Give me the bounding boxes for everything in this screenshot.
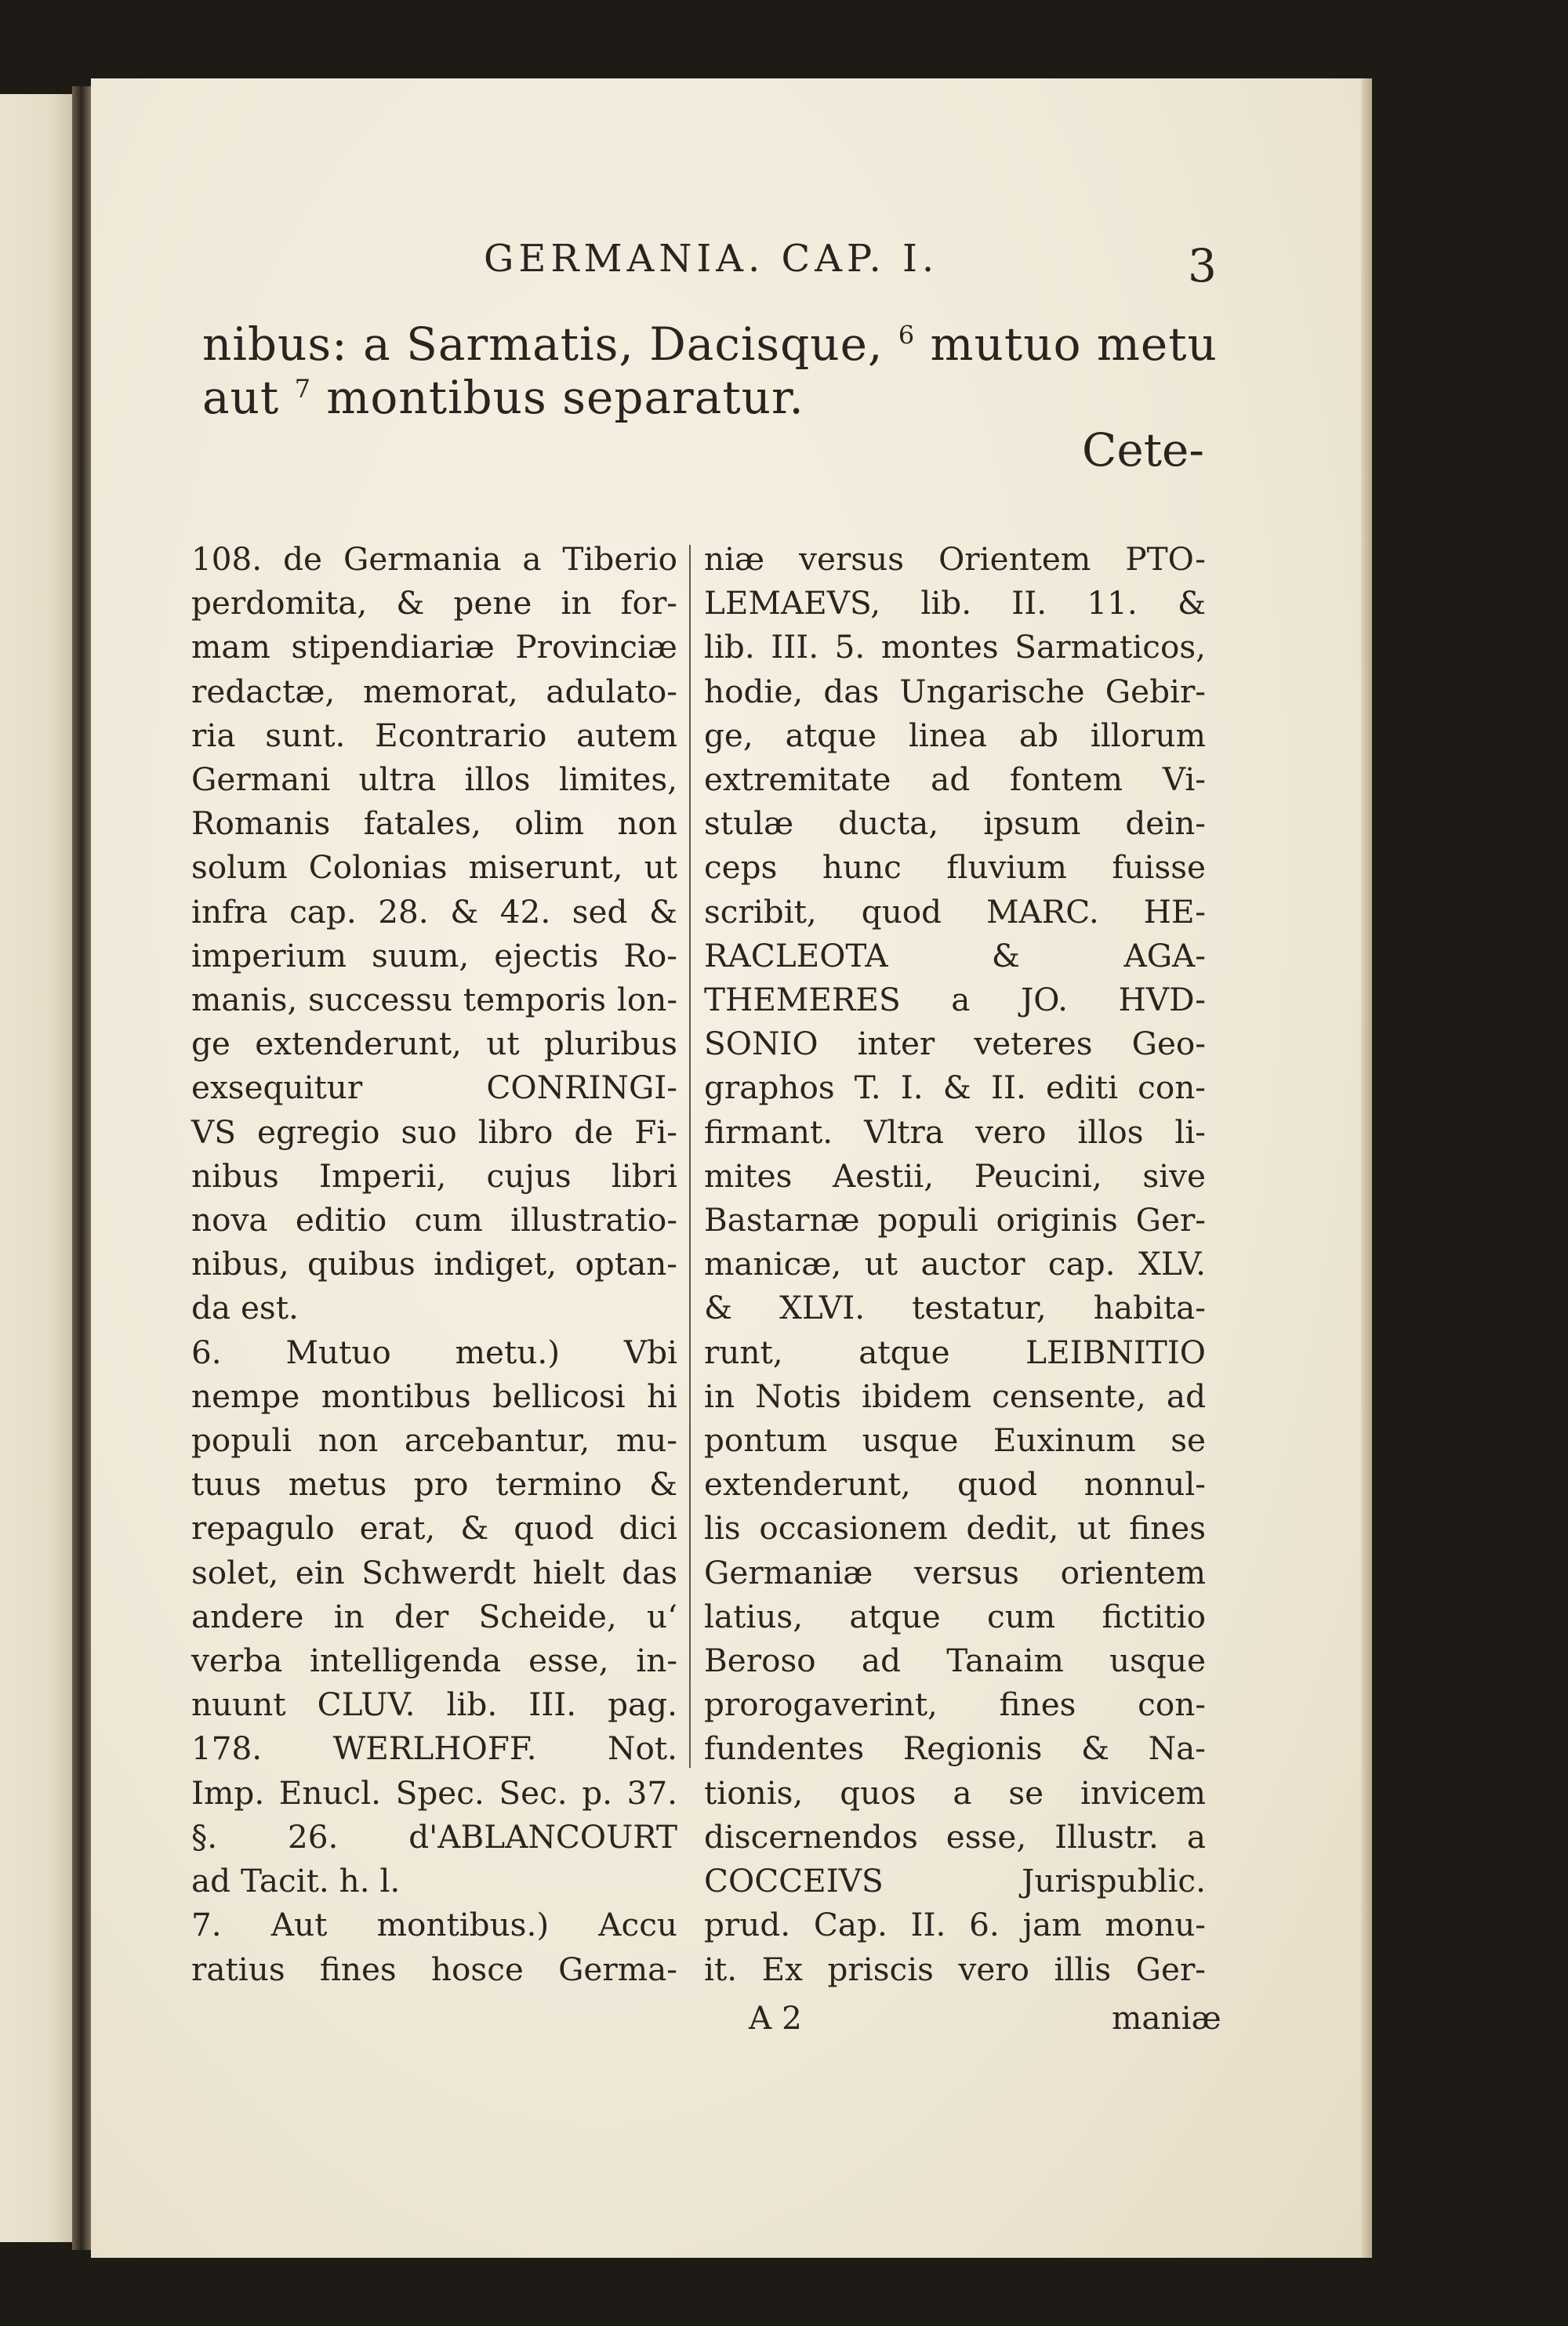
footnote-line: ge extenderunt, ut pluribus xyxy=(191,1025,677,1063)
footnote-line: ria sunt. Econtrario autem xyxy=(191,716,677,754)
footnote-line: solet, ein Schwerdt hielt das xyxy=(191,1553,677,1591)
footnote-line: §. 26. d'ABLANCOURT xyxy=(191,1817,677,1856)
running-title: GERMANIA. CAP. I. xyxy=(484,237,939,281)
footnote-line: ad Tacit. h. l. xyxy=(191,1862,401,1900)
footnote-line: latius, atque cum fictitio xyxy=(704,1597,1206,1635)
footnote-line: Romanis fatales, olim non xyxy=(191,804,677,843)
footnote-line: redactæ, memorat, adulato- xyxy=(191,672,677,710)
footnote-line: tionis, quos a se invicem xyxy=(704,1773,1206,1812)
footnote-line: Germaniæ versus orientem xyxy=(704,1553,1206,1591)
footnote-line: tuus metus pro termino & xyxy=(191,1465,677,1504)
footnote-line: perdomita, & pene in for- xyxy=(191,584,677,622)
footnote-line: stulæ ducta, ipsum dein- xyxy=(704,804,1206,843)
main-text-line-1: nibus: a Sarmatis, Dacisque, $^6$ mutuo metu xyxy=(202,318,1218,371)
page-number: 3 xyxy=(1188,239,1217,292)
footnote-line: manis, successu temporis lon- xyxy=(191,981,677,1019)
footnote-line: pontum usque Euxinum se xyxy=(704,1421,1206,1460)
catchword-bottom: maniæ xyxy=(1112,1999,1221,2037)
main-text xyxy=(202,318,1308,424)
footnote-line: nova editio cum illustratio- xyxy=(191,1201,677,1239)
page-fore-edge xyxy=(1361,78,1372,2258)
footnote-column-right xyxy=(704,537,1206,1991)
footnote-line: repagulo erat, & quod dici xyxy=(191,1509,677,1548)
footnote-line: manicæ, ut auctor cap. XLV. xyxy=(704,1245,1206,1283)
footnote-line: ratius fines hosce Germa- xyxy=(191,1950,677,1988)
footnote-line: ge, atque linea ab illorum xyxy=(704,716,1206,754)
footnote-ref-6[interactable]: 6 xyxy=(898,320,916,350)
main-text-line-2: aut $^7$ montibus separatur. xyxy=(202,371,804,424)
footnote-line: extenderunt, quod nonnul- xyxy=(704,1465,1206,1504)
footnote-line: niæ versus Orientem PTO- xyxy=(704,540,1206,578)
footnote-line: discernendos esse, Illustr. a xyxy=(704,1817,1206,1856)
footnote-line: COCCEIVS Jurispublic. xyxy=(704,1862,1206,1900)
footnote-line: exsequitur CONRINGI- xyxy=(191,1069,677,1107)
footnote-line: mam stipendiariæ Provinciæ xyxy=(191,628,677,666)
footnote-line: nibus, quibus indiget, optan- xyxy=(191,1245,677,1283)
footnote-line: Imp. Enucl. Spec. Sec. p. 37. xyxy=(191,1773,677,1812)
footnote-line: Beroso ad Tanaim usque xyxy=(704,1642,1206,1680)
footnote-line: solum Colonias miserunt, ut xyxy=(191,848,677,887)
column-rule xyxy=(689,545,691,1768)
signature-mark: A 2 xyxy=(749,1999,802,2037)
footnote-line: lis occasionem dedit, ut fines xyxy=(704,1509,1206,1548)
footnote-line: nempe montibus bellicosi hi xyxy=(191,1377,677,1415)
footnote-line: firmant. Vltra vero illos li- xyxy=(704,1112,1206,1151)
footnote-line: da est. xyxy=(191,1289,299,1327)
footnote-line: it. Ex priscis vero illis Ger- xyxy=(704,1950,1206,1988)
footnote-line: 7. Aut montibus.) Accu xyxy=(191,1906,677,1944)
footnote-ref-7[interactable]: 7 xyxy=(294,373,311,404)
footnote-line: verba intelligenda esse, in- xyxy=(191,1642,677,1680)
footnote-line: fundentes Regionis & Na- xyxy=(704,1729,1206,1768)
book-gutter xyxy=(72,86,91,2250)
footnote-line: Germani ultra illos limites, xyxy=(191,760,677,799)
footnote-line: LEMAEVS, lib. II. 11. & xyxy=(704,584,1206,622)
footnote-column-left xyxy=(191,537,677,1991)
footnote-line: graphos T. I. & II. editi con- xyxy=(704,1069,1206,1107)
footnote-line: andere in der Scheide, u‘ xyxy=(191,1597,677,1635)
footnote-line: RACLEOTA & AGA- xyxy=(704,936,1206,974)
footnote-line: in Notis ibidem censente, ad xyxy=(704,1377,1206,1415)
catchword-main: Cete- xyxy=(1082,423,1204,477)
facing-page-edge xyxy=(0,94,72,2242)
footnote-line: prud. Cap. II. 6. jam monu- xyxy=(704,1906,1206,1944)
footnote-line: & XLVI. testatur, habita- xyxy=(704,1289,1206,1327)
footnote-line: SONIO inter veteres Geo- xyxy=(704,1025,1206,1063)
footnote-line: nuunt CLUV. lib. III. pag. xyxy=(191,1686,677,1724)
footnote-line: Bastarnæ populi originis Ger- xyxy=(704,1201,1206,1239)
footnote-line: prorogaverint, fines con- xyxy=(704,1686,1206,1724)
footnote-line: lib. III. 5. montes Sarmaticos, xyxy=(704,628,1206,666)
footnote-line: nibus Imperii, cujus libri xyxy=(191,1156,677,1195)
footnote-line: ceps hunc fluvium fuisse xyxy=(704,848,1206,887)
footnote-line: imperium suum, ejectis Ro- xyxy=(191,936,677,974)
footnote-line: runt, atque LEIBNITIO xyxy=(704,1333,1206,1371)
footnote-line: scribit, quod MARC. HE- xyxy=(704,892,1206,931)
footnote-line: infra cap. 28. & 42. sed & xyxy=(191,892,677,931)
footnote-line: VS egregio suo libro de Fi- xyxy=(191,1112,677,1151)
footnote-line: 178. WERLHOFF. Not. xyxy=(191,1729,677,1768)
footnote-line: THEMERES a JO. HVD- xyxy=(704,981,1206,1019)
footnote-line: mites Aestii, Peucini, sive xyxy=(704,1156,1206,1195)
footnote-line: extremitate ad fontem Vi- xyxy=(704,760,1206,799)
footnote-line: hodie, das Ungarische Gebir- xyxy=(704,672,1206,710)
footnote-line: 108. de Germania a Tiberio xyxy=(191,540,677,578)
footnote-line: populi non arcebantur, mu- xyxy=(191,1421,677,1460)
footnote-line: 6. Mutuo metu.) Vbi xyxy=(191,1333,677,1371)
